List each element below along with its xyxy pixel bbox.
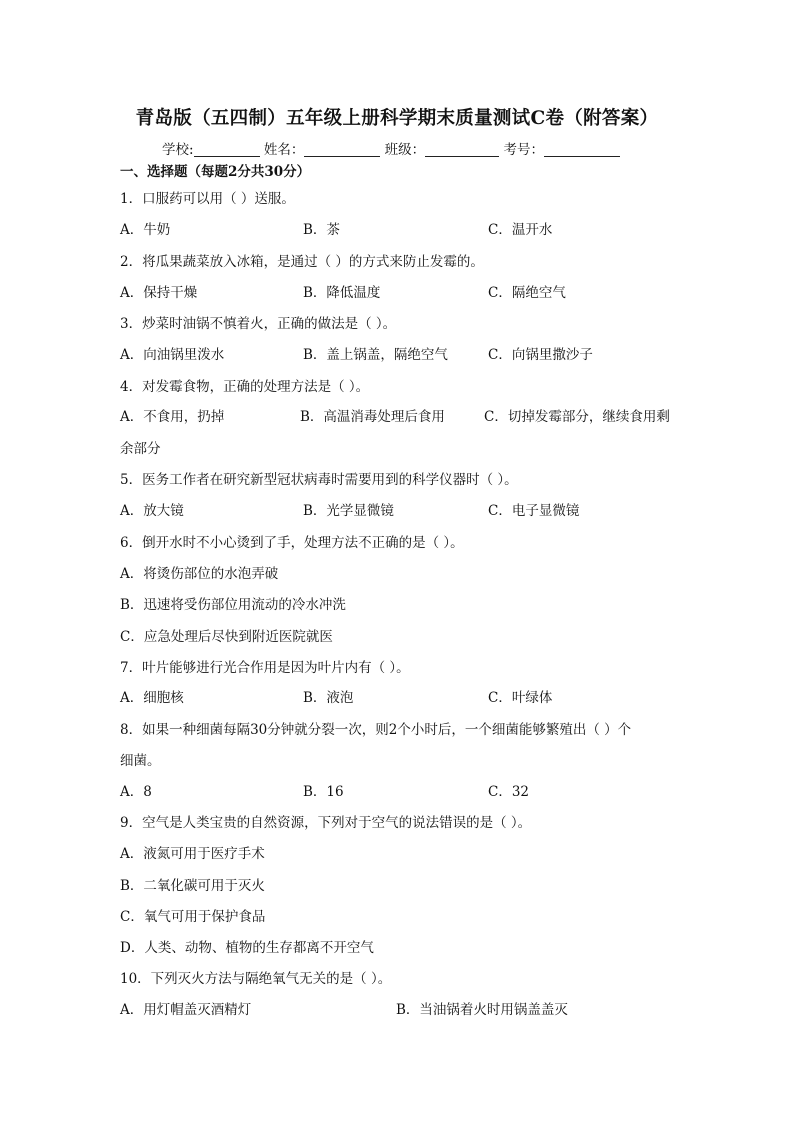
question-1-option-a: A．牛奶 <box>120 222 171 238</box>
question-4-option-b: B．高温消毒处理后食用 <box>300 409 445 425</box>
question-10-stem: 10．下列灭火方法与隔绝氧气无关的是（ ）。 <box>120 971 392 987</box>
question-2-option-b: B．降低温度 <box>303 285 381 301</box>
question-2-option-c: C．隔绝空气 <box>488 285 566 301</box>
question-8-option-c: C．32 <box>488 784 530 800</box>
section-heading: 一、选择题（每题2分共30分） <box>120 164 311 180</box>
question-9-option-c: C．氧气可用于保护食品 <box>120 909 266 925</box>
question-1-option-c: C．温开水 <box>488 222 553 238</box>
student-info-line <box>162 138 620 158</box>
question-4-option-a: A．不食用，扔掉 <box>120 409 225 425</box>
class-blank <box>425 142 499 157</box>
exam-number-blank <box>544 142 620 157</box>
school-blank <box>194 142 260 157</box>
question-7-option-b: B．液泡 <box>303 690 354 706</box>
question-3-option-c: C．向锅里撒沙子 <box>488 347 593 363</box>
question-4-option-c-continuation: 余部分 <box>120 441 161 457</box>
question-9-option-b: B．二氧化碳可用于灭火 <box>120 878 265 894</box>
question-6-option-b: B．迅速将受伤部位用流动的冷水冲洗 <box>120 597 346 613</box>
question-8-stem-continuation: 细菌。 <box>120 753 161 769</box>
page-title: 青岛版（五四制）五年级上册科学期末质量测试C卷（附答案） <box>135 108 659 129</box>
question-10-option-b: B．当油锅着火时用锅盖盖灭 <box>396 1002 568 1018</box>
question-8-stem: 8．如果一种细菌每隔30分钟就分裂一次，则2个小时后，一个细菌能够繁殖出（ ）个 <box>120 722 632 738</box>
exam-number-label: 考号： <box>503 142 544 158</box>
question-6-stem: 6．倒开水时不小心烫到了手，处理方法不正确的是（ ）。 <box>120 535 464 551</box>
question-8-option-a: A．8 <box>120 784 152 800</box>
question-3-option-a: A．向油锅里泼水 <box>120 347 225 363</box>
question-6-option-a: A．将烫伤部位的水泡弄破 <box>120 566 279 582</box>
question-7-option-a: A．细胞核 <box>120 690 184 706</box>
question-9-option-a: A．液氮可用于医疗手术 <box>120 846 265 862</box>
question-2-stem: 2．将瓜果蔬菜放入冰箱，是通过（ ）的方式来防止发霉的。 <box>120 254 484 270</box>
question-2-option-a: A．保持干燥 <box>120 285 198 301</box>
question-9-stem: 9．空气是人类宝贵的自然资源，下列对于空气的说法错误的是（ ）。 <box>120 815 532 831</box>
question-6-option-c: C．应急处理后尽快到附近医院就医 <box>120 629 333 645</box>
question-7-stem: 7．叶片能够进行光合作用是因为叶片内有（ ）。 <box>120 660 410 676</box>
question-5-option-b: B．光学显微镜 <box>303 503 394 519</box>
question-1-option-b: B．茶 <box>303 222 340 238</box>
question-4-stem: 4．对发霉食物，正确的处理方法是（ ）。 <box>120 379 370 395</box>
question-5-option-a: A．放大镜 <box>120 503 184 519</box>
question-5-option-c: C．电子显微镜 <box>488 503 580 519</box>
class-label: 班级： <box>384 142 426 158</box>
question-3-option-b: B．盖上锅盖，隔绝空气 <box>303 347 448 363</box>
school-label: 学校: <box>162 142 194 158</box>
question-9-option-d: D．人类、动物、植物的生存都离不开空气 <box>120 940 374 956</box>
question-3-stem: 3．炒菜时油锅不慎着火，正确的做法是（ ）。 <box>120 316 397 332</box>
question-5-stem: 5．医务工作者在研究新型冠状病毒时需要用到的科学仪器时（ ）。 <box>120 472 518 488</box>
question-10-option-a: A．用灯帽盖灭酒精灯 <box>120 1002 252 1018</box>
question-4-option-c: C．切掉发霉部分，继续食用剩 <box>484 409 670 425</box>
name-blank <box>304 142 380 157</box>
question-7-option-c: C．叶绿体 <box>488 690 553 706</box>
question-1-stem: 1．口服药可以用（ ）送服。 <box>120 191 295 207</box>
name-label: 姓名： <box>263 142 305 158</box>
question-8-option-b: B．16 <box>303 784 344 800</box>
